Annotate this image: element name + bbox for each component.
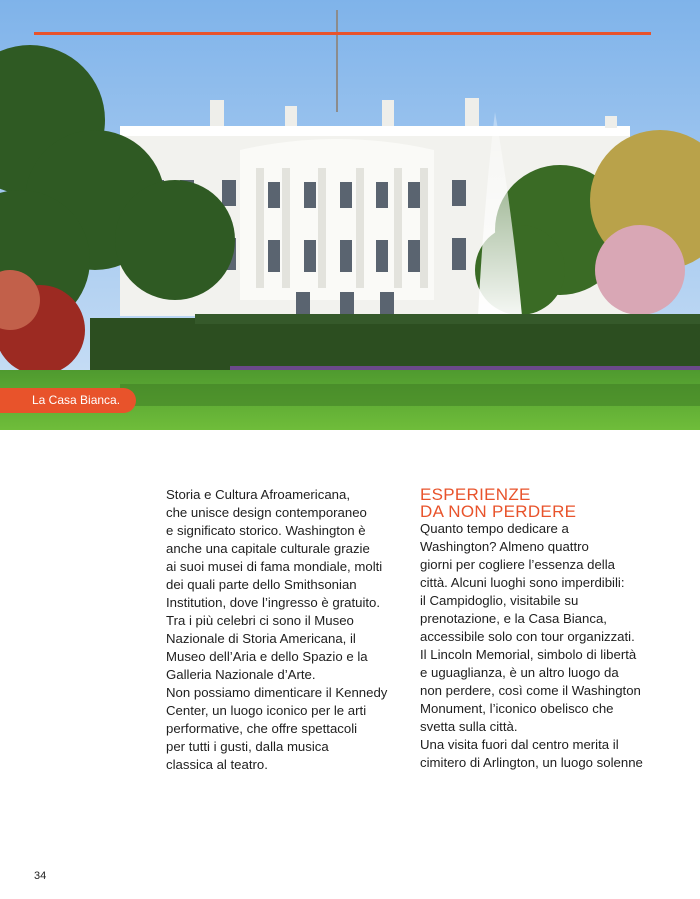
hero-photo bbox=[0, 0, 700, 430]
photo-caption: La Casa Bianca. bbox=[0, 388, 136, 413]
text-line: Nazionale di Storia Americana, il bbox=[166, 631, 356, 646]
white-house-illustration bbox=[0, 0, 700, 430]
section-heading: DA NON PERDERE bbox=[420, 502, 577, 521]
text-line: il Campidoglio, visitabile su bbox=[420, 593, 579, 608]
text-line: performative, che offre spettacoli bbox=[166, 721, 358, 736]
text-line: ai suoi musei di fama mondiale, molti bbox=[166, 559, 383, 574]
text-line: e significato storico. Washington è bbox=[166, 523, 366, 538]
text-line: Una visita fuori dal centro merita il bbox=[420, 737, 619, 752]
text-line: Institution, dove l’ingresso è gratuito. bbox=[166, 595, 381, 610]
text-line: che unisce design contemporaneo bbox=[166, 505, 367, 520]
text-line: città. Alcuni luoghi sono imperdibili: bbox=[420, 575, 625, 590]
text-line: Tra i più celebri ci sono il Museo bbox=[166, 613, 354, 628]
text-line: classica al teatro. bbox=[166, 757, 268, 772]
text-line: Museo dell’Aria e dello Spazio e la bbox=[166, 649, 368, 664]
left-column bbox=[166, 486, 406, 774]
text-line: accessibile solo con tour organizzati. bbox=[420, 629, 635, 644]
text-line: per tutti i gusti, dalla musica bbox=[166, 739, 329, 754]
page-number: 34 bbox=[34, 870, 47, 882]
text-line: Washington? Almeno quattro bbox=[420, 539, 589, 554]
top-rule bbox=[34, 32, 651, 35]
text-line: dei quali parte dello Smithsonian bbox=[166, 577, 357, 592]
text-line: Storia e Cultura Afroamericana, bbox=[166, 487, 350, 502]
text-line: e uguaglianza, è un altro luogo da bbox=[420, 665, 619, 680]
text-line: cimitero di Arlington, un luogo solenne bbox=[420, 755, 643, 770]
text-line: Quanto tempo dedicare a bbox=[420, 521, 569, 536]
right-column bbox=[420, 486, 670, 772]
text-line: svetta sulla città. bbox=[420, 719, 518, 734]
text-line: non perdere, così come il Washington bbox=[420, 683, 641, 698]
text-line: Il Lincoln Memorial, simbolo di libertà bbox=[420, 647, 637, 662]
text-line: prenotazione, e la Casa Bianca, bbox=[420, 611, 607, 626]
section-heading: ESPERIENZE bbox=[420, 485, 531, 504]
text-line: Monument, l’iconico obelisco che bbox=[420, 701, 614, 716]
text-line: Center, un luogo iconico per le arti bbox=[166, 703, 367, 718]
text-line: giorni per cogliere l’essenza della bbox=[420, 557, 615, 572]
text-line: anche una capitale culturale grazie bbox=[166, 541, 370, 556]
text-line: Galleria Nazionale d’Arte. bbox=[166, 667, 316, 682]
text-line: Non possiamo dimenticare il Kennedy bbox=[166, 685, 388, 700]
